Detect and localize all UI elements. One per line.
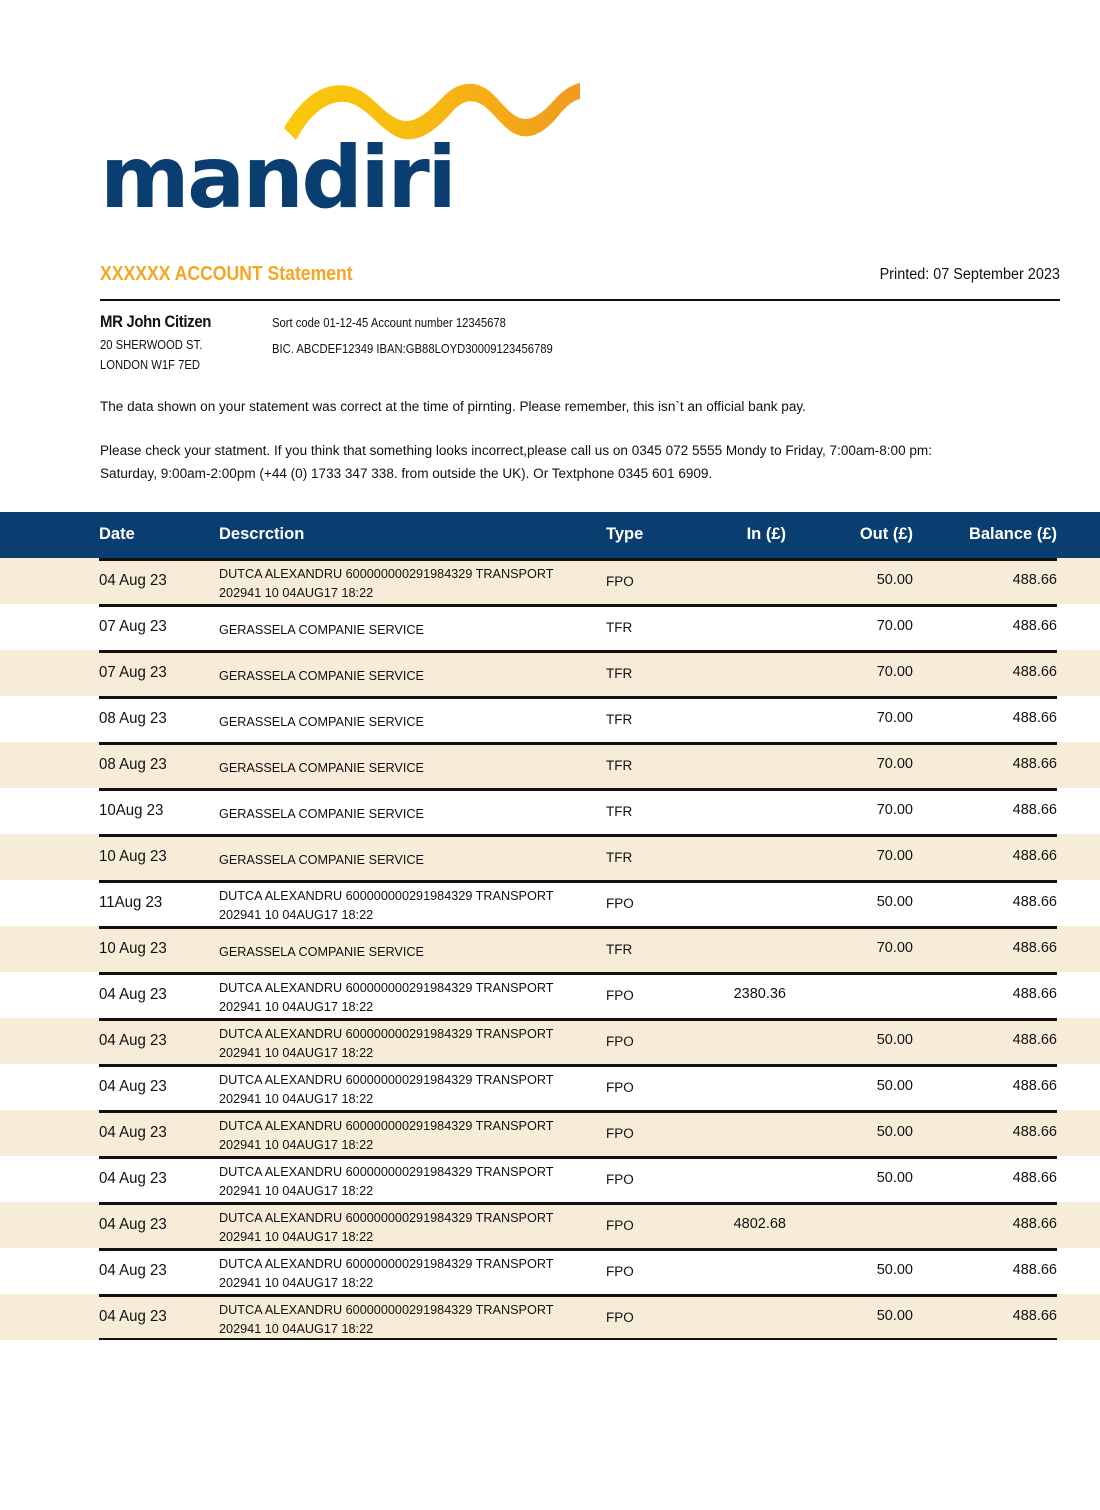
customer-address — [100, 312, 300, 372]
row-divider — [99, 926, 1057, 929]
row-divider — [99, 972, 1057, 975]
cell-date: 11Aug 23 — [99, 894, 163, 911]
table-bottom-divider — [99, 1338, 1057, 1341]
cell-balance: 488.66 — [1012, 1078, 1057, 1094]
cell-amount-out: 70.00 — [876, 802, 913, 818]
printed-date: Printed: 07 September 2023 — [879, 266, 1060, 283]
column-header-in: In (£) — [746, 525, 786, 543]
row-divider — [99, 696, 1057, 699]
column-header-balance: Balance (£) — [968, 525, 1057, 543]
bank-logo — [100, 80, 600, 240]
table-row — [0, 1064, 1100, 1110]
cell-amount-out: 70.00 — [876, 664, 913, 680]
table-row — [0, 604, 1100, 650]
cell-description: DUTCA ALEXANDRU 600000000291984329 TRANSPORT 202941 10 04AUG17 18:22 — [219, 1118, 554, 1153]
cell-amount-out: 50.00 — [876, 1124, 913, 1140]
cell-description: DUTCA ALEXANDRU 600000000291984329 TRANSPORT 202941 10 04AUG17 18:22 — [219, 888, 554, 923]
page-title: XXXXXX ACCOUNT Statement — [100, 263, 353, 285]
cell-date: 08 Aug 23 — [99, 756, 167, 773]
cell-description: DUTCA ALEXANDRU 600000000291984329 TRANSPORT 202941 10 04AUG17 18:22 — [219, 566, 554, 601]
row-divider — [99, 1294, 1057, 1297]
table-row — [0, 696, 1100, 742]
cell-description: DUTCA ALEXANDRU 600000000291984329 TRANSPORT 202941 10 04AUG17 18:22 — [219, 1026, 554, 1061]
column-header-date: Date — [99, 525, 135, 543]
row-divider — [99, 1248, 1057, 1251]
table-row — [0, 880, 1100, 926]
cell-description: DUTCA ALEXANDRU 600000000291984329 TRANSPORT 202941 10 04AUG17 18:22 — [219, 1302, 554, 1337]
cell-date: 04 Aug 23 — [99, 572, 167, 589]
cell-description: GERASSELA COMPANIE SERVICE — [219, 714, 424, 729]
cell-date: 04 Aug 23 — [99, 1216, 167, 1233]
row-divider — [99, 650, 1057, 653]
cell-type: TFR — [606, 850, 633, 865]
column-header-type: Type — [606, 525, 644, 543]
table-row — [0, 650, 1100, 696]
cell-type: FPO — [606, 896, 634, 911]
row-divider — [99, 1202, 1057, 1205]
cell-date: 08 Aug 23 — [99, 710, 167, 727]
row-divider — [99, 834, 1057, 837]
cell-balance: 488.66 — [1012, 710, 1057, 726]
cell-date: 04 Aug 23 — [99, 1032, 167, 1049]
cell-date: 04 Aug 23 — [99, 1170, 167, 1187]
cell-description: GERASSELA COMPANIE SERVICE — [219, 760, 424, 775]
cell-date: 07 Aug 23 — [99, 618, 167, 635]
table-row — [0, 926, 1100, 972]
cell-amount-out: 50.00 — [876, 572, 913, 588]
cell-type: TFR — [606, 804, 633, 819]
cell-type: FPO — [606, 1126, 634, 1141]
cell-amount-out: 50.00 — [876, 1170, 913, 1186]
cell-description: DUTCA ALEXANDRU 600000000291984329 TRANSPORT 202941 10 04AUG17 18:22 — [219, 1072, 554, 1107]
cell-description: DUTCA ALEXANDRU 600000000291984329 TRANSPORT 202941 10 04AUG17 18:22 — [219, 980, 554, 1015]
table-body — [0, 558, 1100, 1340]
table-row — [0, 1202, 1100, 1248]
table-row — [0, 558, 1100, 604]
brand-wordmark: mandiri — [100, 128, 455, 228]
table-row — [0, 1294, 1100, 1340]
row-divider — [99, 788, 1057, 791]
cell-type: FPO — [606, 1080, 634, 1095]
cell-balance: 488.66 — [1012, 618, 1057, 634]
cell-amount-out: 50.00 — [876, 1308, 913, 1324]
row-divider — [99, 1018, 1057, 1021]
cell-balance: 488.66 — [1012, 1308, 1057, 1324]
cell-date: 04 Aug 23 — [99, 986, 167, 1003]
row-divider — [99, 880, 1057, 883]
table-row — [0, 834, 1100, 880]
customer-name: MR John Citizen — [100, 312, 212, 331]
cell-type: FPO — [606, 1218, 634, 1233]
cell-description: GERASSELA COMPANIE SERVICE — [219, 668, 424, 683]
account-details — [272, 316, 792, 356]
statement-header — [100, 263, 1060, 299]
cell-amount-out: 70.00 — [876, 756, 913, 772]
cell-date: 04 Aug 23 — [99, 1078, 167, 1095]
table-row — [0, 972, 1100, 1018]
cell-balance: 488.66 — [1012, 802, 1057, 818]
header-divider — [100, 299, 1060, 301]
bic-iban: BIC. ABCDEF12349 IBAN:GB88LOYD30009123456789 — [272, 342, 553, 356]
cell-date: 10 Aug 23 — [99, 848, 167, 865]
cell-balance: 488.66 — [1012, 1124, 1057, 1140]
cell-description: DUTCA ALEXANDRU 600000000291984329 TRANSPORT 202941 10 04AUG17 18:22 — [219, 1164, 554, 1199]
cell-date: 10Aug 23 — [99, 802, 164, 819]
cell-balance: 488.66 — [1012, 1032, 1057, 1048]
cell-type: FPO — [606, 1034, 634, 1049]
cell-balance: 488.66 — [1012, 756, 1057, 772]
cell-description: DUTCA ALEXANDRU 600000000291984329 TRANSPORT 202941 10 04AUG17 18:22 — [219, 1210, 554, 1245]
cell-description: GERASSELA COMPANIE SERVICE — [219, 622, 424, 637]
cell-type: TFR — [606, 712, 633, 727]
notice-contact: Please check your statment. If you think that something looks incorrect,please call us on 0345 072 5555 Mondy to Friday, 7:00am-8:00 pm: Saturday, 9:00am-2:00pm (+44 (0) 1733 347 338. from outside the UK). Or Textphone 0345 601 6909. — [100, 443, 932, 482]
cell-type: TFR — [606, 620, 633, 635]
cell-type: FPO — [606, 1172, 634, 1187]
cell-type: FPO — [606, 574, 634, 589]
cell-type: FPO — [606, 1310, 634, 1325]
cell-amount-out: 70.00 — [876, 710, 913, 726]
cell-date: 04 Aug 23 — [99, 1124, 167, 1141]
cell-balance: 488.66 — [1012, 1262, 1057, 1278]
cell-description: GERASSELA COMPANIE SERVICE — [219, 944, 424, 959]
cell-amount-out: 50.00 — [876, 1078, 913, 1094]
sort-code-account-number: Sort code 01-12-45 Account number 12345678 — [272, 316, 506, 330]
cell-balance: 488.66 — [1012, 940, 1057, 956]
cell-description: GERASSELA COMPANIE SERVICE — [219, 852, 424, 867]
cell-date: 10 Aug 23 — [99, 940, 167, 957]
row-divider — [99, 1156, 1057, 1159]
cell-type: FPO — [606, 988, 634, 1003]
row-divider — [99, 742, 1057, 745]
cell-type: TFR — [606, 942, 633, 957]
table-row — [0, 1018, 1100, 1064]
cell-amount-out: 50.00 — [876, 1032, 913, 1048]
cell-description: DUTCA ALEXANDRU 600000000291984329 TRANSPORT 202941 10 04AUG17 18:22 — [219, 1256, 554, 1291]
table-row — [0, 788, 1100, 834]
table-row — [0, 742, 1100, 788]
cell-date: 07 Aug 23 — [99, 664, 167, 681]
cell-amount-out: 50.00 — [876, 894, 913, 910]
cell-type: TFR — [606, 666, 633, 681]
address-line-2: LONDON W1F 7ED — [100, 358, 201, 372]
cell-date: 04 Aug 23 — [99, 1308, 167, 1325]
cell-amount-out: 70.00 — [876, 848, 913, 864]
row-divider — [99, 558, 1057, 561]
column-header-out: Out (£) — [859, 525, 913, 543]
table-row — [0, 1156, 1100, 1202]
cell-balance: 488.66 — [1012, 572, 1057, 588]
row-divider — [99, 604, 1057, 607]
notice-accuracy: The data shown on your statement was correct at the time of pirnting. Please remember, this isn`t an official bank pay. — [100, 399, 806, 415]
cell-amount-in: 2380.36 — [733, 986, 786, 1002]
table-header-row — [0, 512, 1100, 558]
cell-type: TFR — [606, 758, 633, 773]
cell-balance: 488.66 — [1012, 848, 1057, 864]
cell-amount-out: 70.00 — [876, 618, 913, 634]
column-header-description: Descrction — [219, 525, 305, 543]
cell-amount-in: 4802.68 — [733, 1216, 786, 1232]
row-divider — [99, 1064, 1057, 1067]
table-row — [0, 1110, 1100, 1156]
transactions-table — [0, 512, 1100, 1340]
cell-date: 04 Aug 23 — [99, 1262, 167, 1279]
cell-balance: 488.66 — [1012, 1170, 1057, 1186]
cell-amount-out: 70.00 — [876, 940, 913, 956]
cell-balance: 488.66 — [1012, 664, 1057, 680]
cell-amount-out: 50.00 — [876, 1262, 913, 1278]
cell-balance: 488.66 — [1012, 986, 1057, 1002]
address-line-1: 20 SHERWOOD ST. — [100, 338, 203, 352]
cell-type: FPO — [606, 1264, 634, 1279]
cell-balance: 488.66 — [1012, 1216, 1057, 1232]
row-divider — [99, 1110, 1057, 1113]
cell-balance: 488.66 — [1012, 894, 1057, 910]
cell-description: GERASSELA COMPANIE SERVICE — [219, 806, 424, 821]
table-row — [0, 1248, 1100, 1294]
